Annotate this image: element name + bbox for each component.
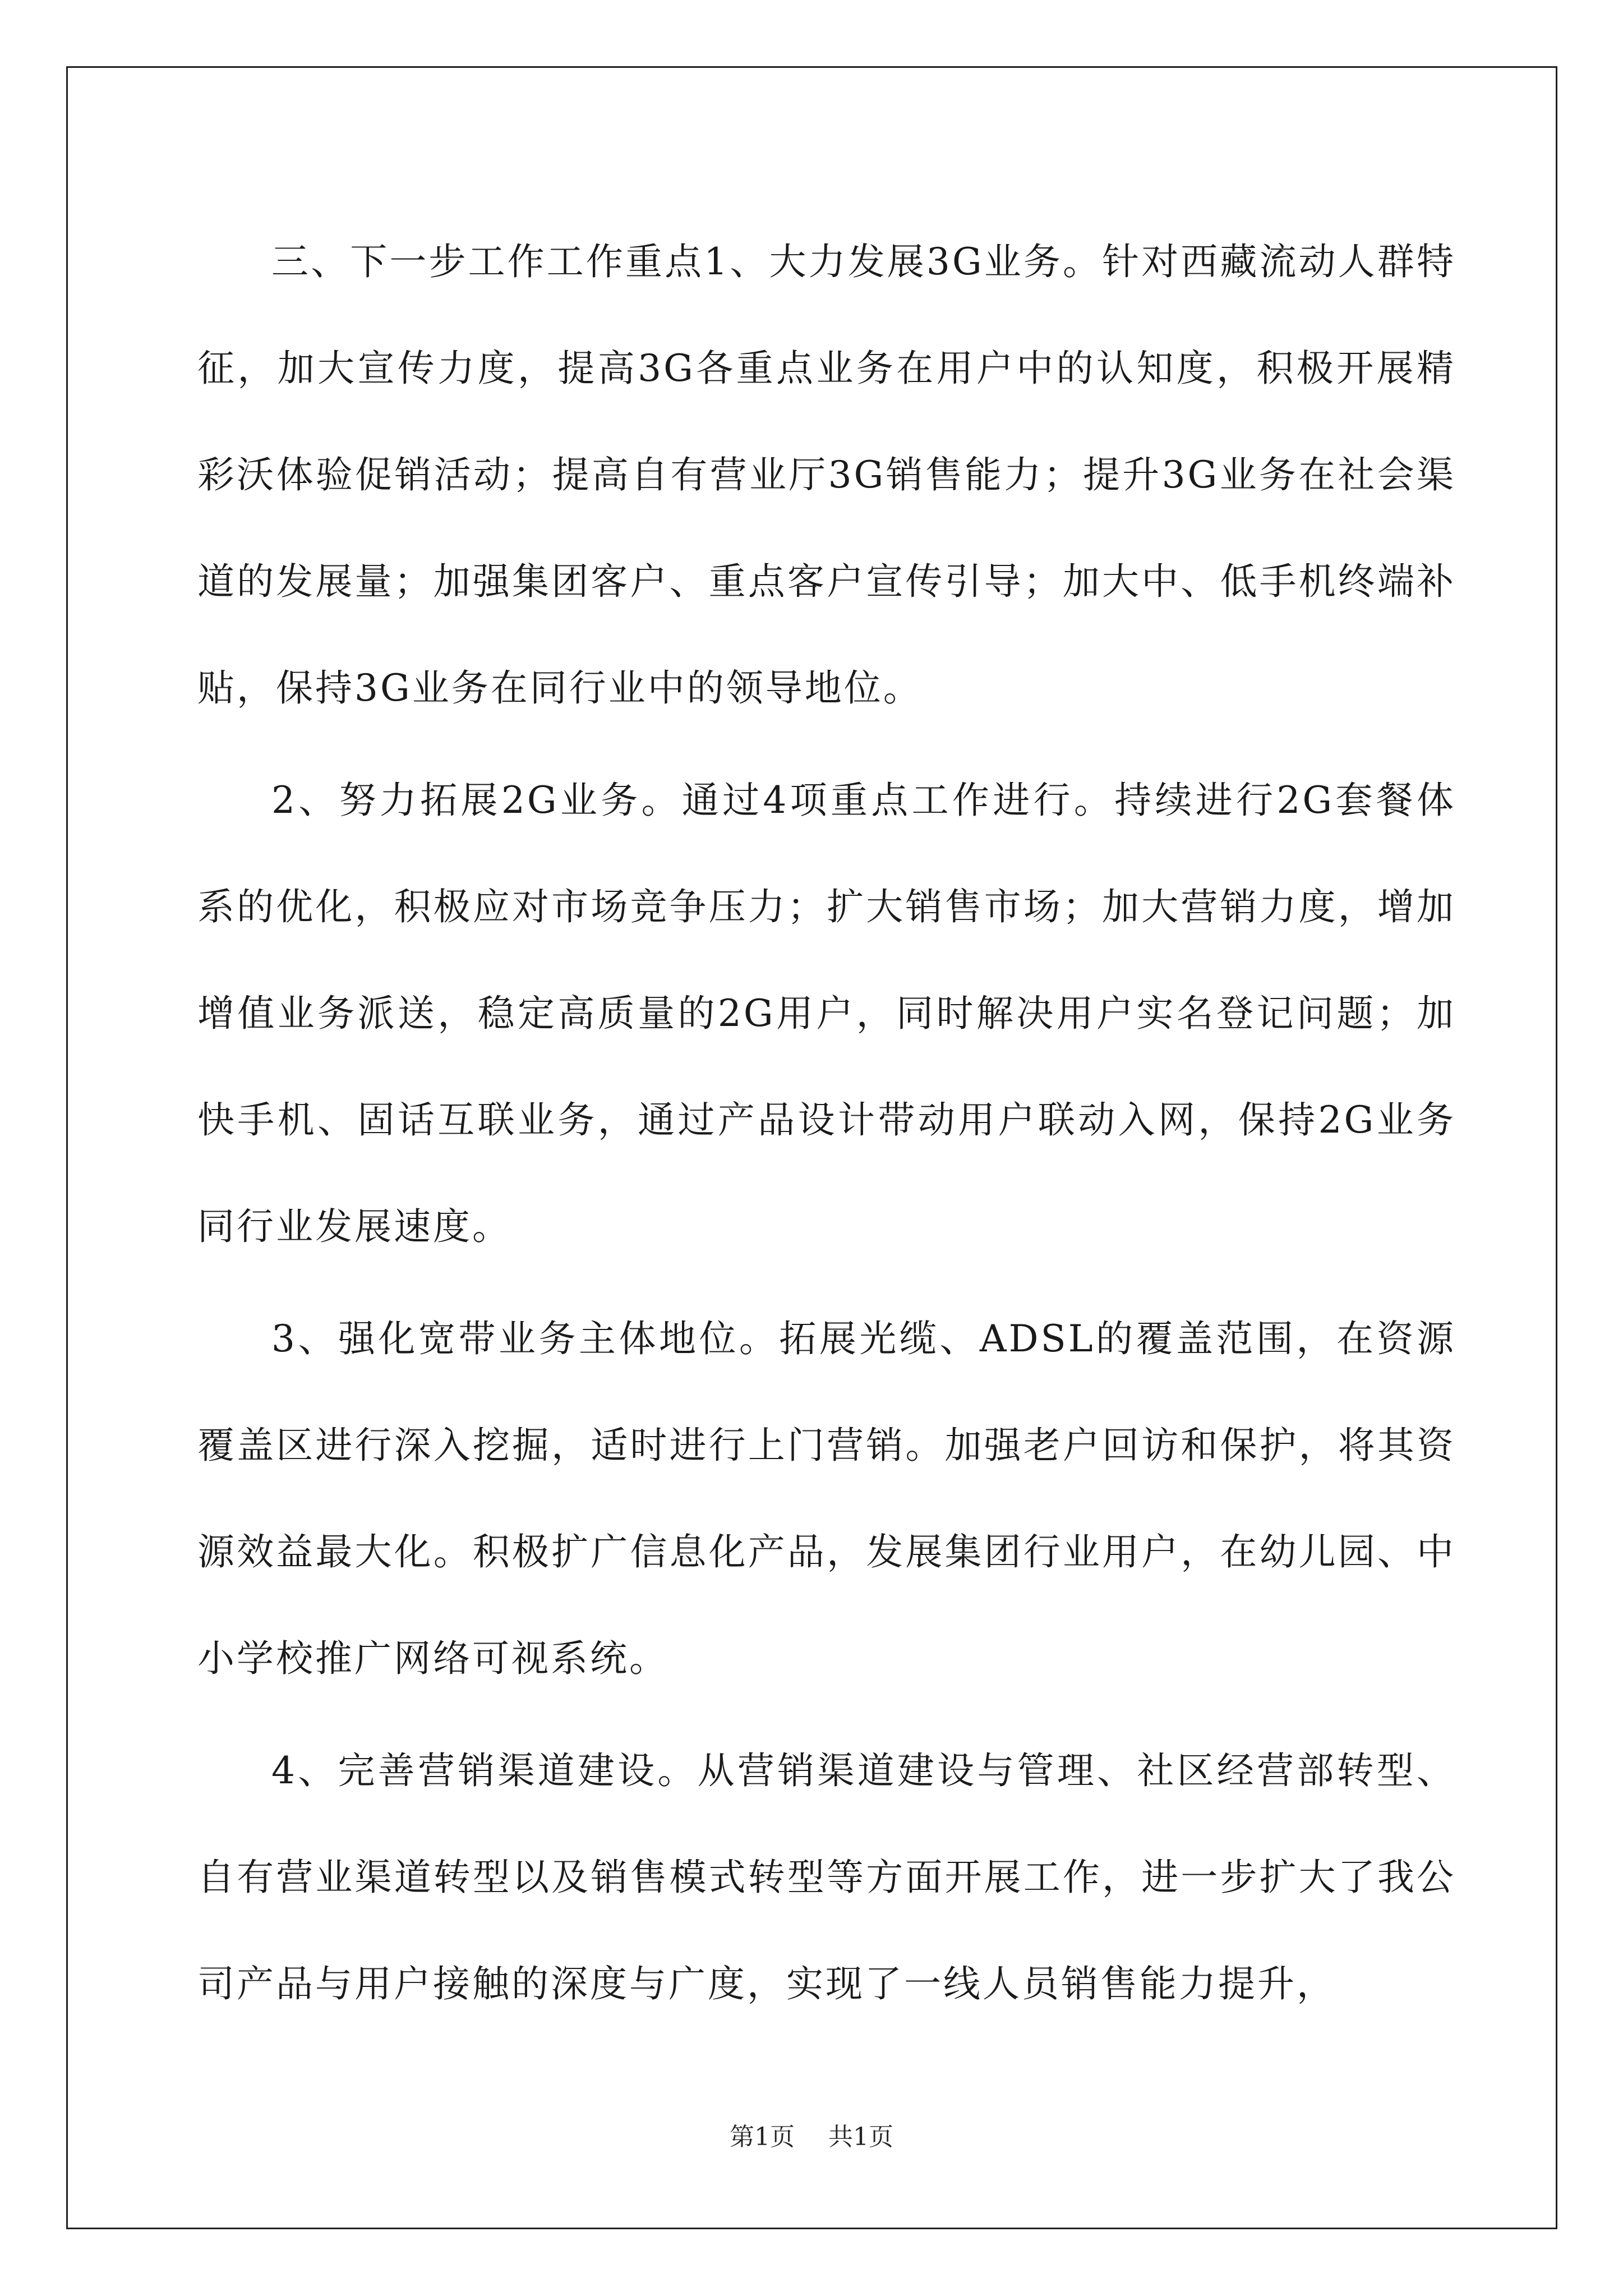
- paragraph-2: 2、努力拓展2G业务。通过4项重点工作进行。持续进行2G套餐体系的优化，积极应对市场竞争压力；扩大销售市场；加大营销力度，增加增值业务派送，稳定高质量的2G用户，同时解决用户实名登记问题；加快手机、固话互联业务，通过产品设计带动用户联动入网，保持2G业务同行业发展速度。: [197, 779, 1456, 1248]
- page-number: 第1页: [730, 2123, 795, 2151]
- document-body: [197, 209, 1456, 2043]
- paragraph-4: 4、完善营销渠道建设。从营销渠道建设与管理、社区经营部转型、自有营业渠道转型以及销售模式转型等方面开展工作，进一步扩大了我公司产品与用户接触的深度与广度，实现了一线人员销售能力提升，: [197, 1749, 1456, 2005]
- paragraph-3: 3、强化宽带业务主体地位。拓展光缆、ADSL的覆盖范围，在资源覆盖区进行深入挖掘，适时进行上门营销。加强老户回访和保护，将其资源效益最大化。积极扩广信息化产品，发展集团行业用户，在幼儿园、中小学校推广网络可视系统。: [197, 1317, 1456, 1680]
- page-footer: [0, 2120, 1623, 2154]
- page-total: 共1页: [828, 2123, 893, 2151]
- paragraph-1: 三、下一步工作工作重点1、大力发展3G业务。针对西藏流动人群特征，加大宣传力度，提高3G各重点业务在用户中的认知度，积极开展精彩沃体验促销活动；提高自有营业厅3G销售能力；提升3G业务在社会渠道的发展量；加强集团客户、重点客户宣传引导；加大中、低手机终端补贴，保持3G业务在同行业中的领导地位。: [197, 240, 1456, 710]
